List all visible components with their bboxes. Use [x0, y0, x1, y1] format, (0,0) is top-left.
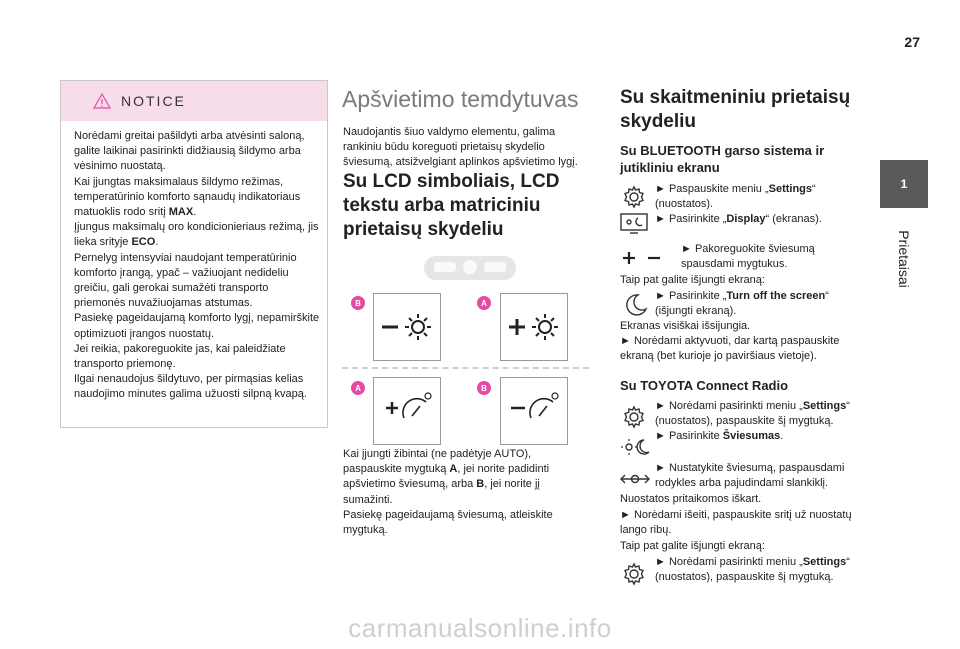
tc-step-settings-off: ► Norėdami pasirinkti meniu „Settings“ (nuostatos), paspauskite šį mygtuką. — [655, 556, 850, 584]
watermark: carmanualsonline.info — [348, 613, 612, 643]
bt-screen-off-text: Ekranas visiškai išsijungia. — [620, 320, 751, 332]
brightness-plus-icon — [501, 294, 567, 360]
tc-turn-off-intro: Taip pat galite išjungti ekraną: — [620, 540, 765, 552]
gauge-brightness-minus-icon — [501, 378, 567, 444]
badge-b: B — [477, 381, 491, 395]
bt-step-settings: ► Paspauskite meniu „Settings“ (nuostatos). — [655, 183, 816, 211]
moon-icon[interactable] — [624, 293, 648, 317]
notice-header — [61, 81, 327, 121]
brightness-moon-icon[interactable] — [620, 437, 650, 457]
dim-up-button-a[interactable] — [500, 293, 568, 361]
bt-step-display: ► Pasirinkite „Display“ (ekranas). — [655, 213, 822, 225]
dashboard-illustration — [420, 250, 520, 286]
notice-body — [61, 121, 327, 403]
warning-icon — [93, 93, 111, 109]
gauge-brightness-plus-icon — [374, 378, 440, 444]
badge-b: B — [351, 296, 365, 310]
notice-title: NOTICE — [121, 93, 186, 109]
lcd-subheading: Su LCD simboliais, LCD tekstu arba matriciniu prietaisų skydeliu — [343, 171, 560, 240]
dial-plus-button-a[interactable] — [373, 377, 441, 445]
dimmer-release-text: Pasiekę pageidaujamą šviesumą, atleiskite mygtuką. — [343, 508, 553, 537]
notice-paragraph: Jei reikia, pakoreguokite jas, kai paleidžiate transporto priemonę. — [74, 342, 286, 371]
bt-turn-off-intro: Taip pat galite išjungti ekraną: — [620, 274, 765, 286]
tc-step-brightness: ► Pasirinkite Šviesumas. — [655, 430, 784, 442]
bt-step-adjust: ► Pakoreguokite šviesumą spausdami mygtukus. — [681, 243, 815, 271]
notice-paragraph: Norėdami greitai pašildyti arba atvėsinti saloną, galite laikinai pasirinkti didžiausią šildymo arba vėsinimo nuostatą. — [74, 130, 305, 173]
notice-box — [60, 80, 328, 428]
notice-paragraph: Kai įjungtas maksimalaus šildymo režimas, temperatūrinio komforto sąnaudų indikatoriaus matuoklis rodo sritį MAX. — [74, 175, 301, 219]
bt-step-turn-off: ► Pasirinkite „Turn off the screen“ (išjungti ekraną). — [655, 290, 829, 318]
settings-gear-icon[interactable] — [622, 405, 646, 429]
bluetooth-heading: Su BLUETOOTH garso sistema ir jutikliniu ekranu — [620, 143, 825, 175]
plus-minus-icon[interactable] — [622, 251, 662, 265]
notice-paragraph: Pasiekę pageidaujamą komforto lygį, nepamirškite optimizuoti įrangos nuostatų. — [74, 312, 320, 340]
slider-arrows-icon[interactable] — [620, 471, 650, 487]
settings-gear-icon[interactable] — [622, 185, 646, 209]
digital-panel-heading: Su skaitmeniniu prietaisų skydeliu — [620, 87, 851, 132]
chapter-tab-label: Prietaisai — [896, 230, 912, 288]
badge-a: A — [351, 381, 365, 395]
chapter-tab-number[interactable]: 1 — [880, 160, 928, 208]
notice-paragraph: Pernelyg intensyviai naudojant temperatūrinio komforto įrangą, ypač – važiuojant nedideliu greičiu, gali gerokai sumažėti transporto priemonės nuvažiuojamas atstumas. — [74, 251, 297, 310]
dial-minus-button-b[interactable] — [500, 377, 568, 445]
dashed-divider — [342, 367, 589, 369]
badge-a: A — [477, 296, 491, 310]
toyota-connect-heading: Su TOYOTA Connect Radio — [620, 378, 789, 393]
display-icon[interactable] — [620, 213, 648, 235]
settings-gear-icon[interactable] — [622, 562, 646, 586]
notice-paragraph: Įjungus maksimalų oro kondicionieriaus režimą, jis lieka srityje ECO. — [74, 221, 319, 249]
bt-reactivate-text: ► Norėdami aktyvuoti, dar kartą paspauskite ekraną (bet kurioje jo paviršiaus vietoje). — [620, 335, 840, 363]
dimmer-instructions: Kai įjungti žibintai (ne padėtyje AUTO), paspauskite mygtuką A, jei norite padidinti apšvietimo šviesumą, arba B, jei norite jį sumažinti. Pasiekę pageidaujamą šviesumą, atleiskite mygtuką. — [343, 447, 591, 538]
tc-step-slider: ► Nustatykite šviesumą, paspausdami rodykles arba pajudindami slankiklį. — [655, 462, 845, 490]
page-number: 27 — [904, 34, 920, 50]
dimmer-intro: Naudojantis šiuo valdymo elementu, galima rankiniu būdu koreguoti prietaisų skydelio šviesumą, atsižvelgiant aplinkos apšvietimo lygį. — [343, 126, 578, 169]
brightness-minus-icon — [374, 294, 440, 360]
notice-paragraph: Ilgai nenaudojus šildytuvo, per pirmąsias kelias naudojimo minutes galima užuosti silpną kvapą. — [74, 373, 307, 401]
tc-applied-text: Nuostatos pritaikomos iškart. — [620, 493, 762, 505]
dim-down-button-b[interactable] — [373, 293, 441, 361]
tc-step-settings: ► Norėdami pasirinkti meniu „Settings“ (nuostatos), paspauskite šį mygtuką. — [655, 400, 850, 428]
section-heading-dimmer: Apšvietimo temdytuvas — [342, 86, 579, 112]
tc-exit-text: ► Norėdami išeiti, paspauskite sritį už nuostatų lango ribų. — [620, 509, 852, 537]
